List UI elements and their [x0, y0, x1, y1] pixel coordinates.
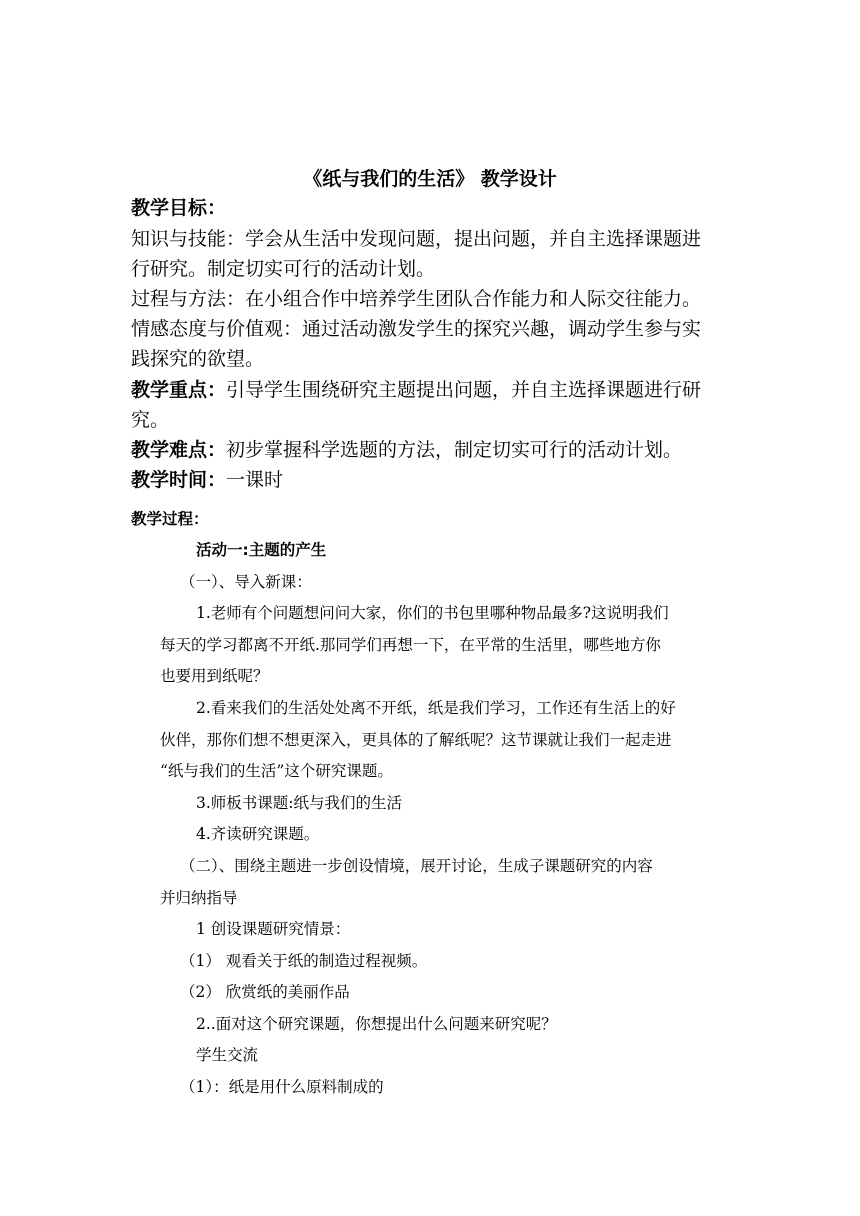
document-title: 《纸与我们的生活》 教学设计	[303, 168, 557, 190]
step1-item-a: （1） 观看关于纸的制造过程视频。	[180, 952, 428, 970]
paragraph1-line3: 也要用到纸呢？	[160, 667, 269, 685]
activity1-heading: 活动一:主题的产生	[196, 541, 327, 559]
paragraph4: 4.齐读研究课题。	[196, 825, 320, 843]
objectives-heading: 教学目标：	[131, 197, 227, 219]
time-text: 一课时	[226, 469, 284, 491]
part1-heading: （一）、导入新课：	[180, 573, 312, 591]
time-label: 教学时间：	[131, 469, 227, 491]
process-heading: 教学过程：	[131, 510, 209, 528]
difficulty-text: 初步掌握科学选题的方法，制定切实可行的活动计划。	[226, 439, 683, 461]
process-method-line	[131, 290, 701, 309]
difficulty-label: 教学难点：	[131, 439, 227, 461]
knowledge-skill-text-1: 学会从生活中发现问题，提出问题，并自主选择课题进	[245, 228, 702, 250]
paragraph2-line3: “纸与我们的生活”这个研究课题。	[160, 762, 393, 780]
process-method-label: 过程与方法：	[131, 288, 246, 310]
difficulty-line	[131, 441, 682, 460]
process-method-text: 在小组合作中培养学生团队合作能力和人际交往能力。	[245, 288, 702, 310]
key-point-label: 教学重点：	[131, 379, 227, 401]
emotion-value-text-1: 通过活动激发学生的探究兴趣，调动学生参与实	[302, 318, 702, 340]
paragraph3: 3.师板书课题:纸与我们的生活	[196, 794, 403, 812]
paragraph1-line2: 每天的学习都离不开纸.那同学们再想一下，在平常的生活里，哪些地方你	[160, 636, 661, 654]
emotion-value-line-1	[131, 320, 701, 339]
key-point-line-1	[131, 381, 701, 400]
key-point-line-2: 究。	[131, 409, 170, 431]
step2: 2..面对这个研究课题，你想提出什么问题来研究呢？	[196, 1015, 557, 1033]
emotion-value-line-2: 践探究的欲望。	[131, 348, 265, 370]
knowledge-skill-line-2: 行研究。制定切实可行的活动计划。	[131, 258, 436, 280]
step1-item-b: （2） 欣赏纸的美丽作品	[180, 983, 350, 1001]
knowledge-skill-label: 知识与技能：	[131, 228, 246, 250]
step3: 学生交流	[196, 1046, 259, 1064]
knowledge-skill-line-1	[131, 230, 701, 249]
paragraph1-line1: 1.老师有个问题想问问大家，你们的书包里哪种物品最多?这说明我们	[196, 604, 669, 622]
emotion-value-label: 情感态度与价值观：	[131, 318, 303, 340]
time-line	[131, 471, 283, 490]
step3-item-a: （1）：纸是用什么原料制成的	[180, 1078, 384, 1096]
key-point-text-1: 引导学生围绕研究主题提出问题，并自主选择课题进行研	[226, 379, 702, 401]
paragraph2-line2: 伙伴，那你们想不想更深入，更具体的了解纸呢？这节课就让我们一起走进	[160, 731, 672, 749]
paragraph2-line1: 2.看来我们的生活处处离不开纸，纸是我们学习，工作还有生活上的好	[196, 699, 676, 717]
part2-line2: 并归纳指导	[160, 889, 238, 907]
step1: 1 创设课题研究情景：	[196, 920, 351, 938]
part2-line1: （二）、围绕主题进一步创设情境，展开讨论，生成子课题研究的内容	[180, 857, 653, 875]
